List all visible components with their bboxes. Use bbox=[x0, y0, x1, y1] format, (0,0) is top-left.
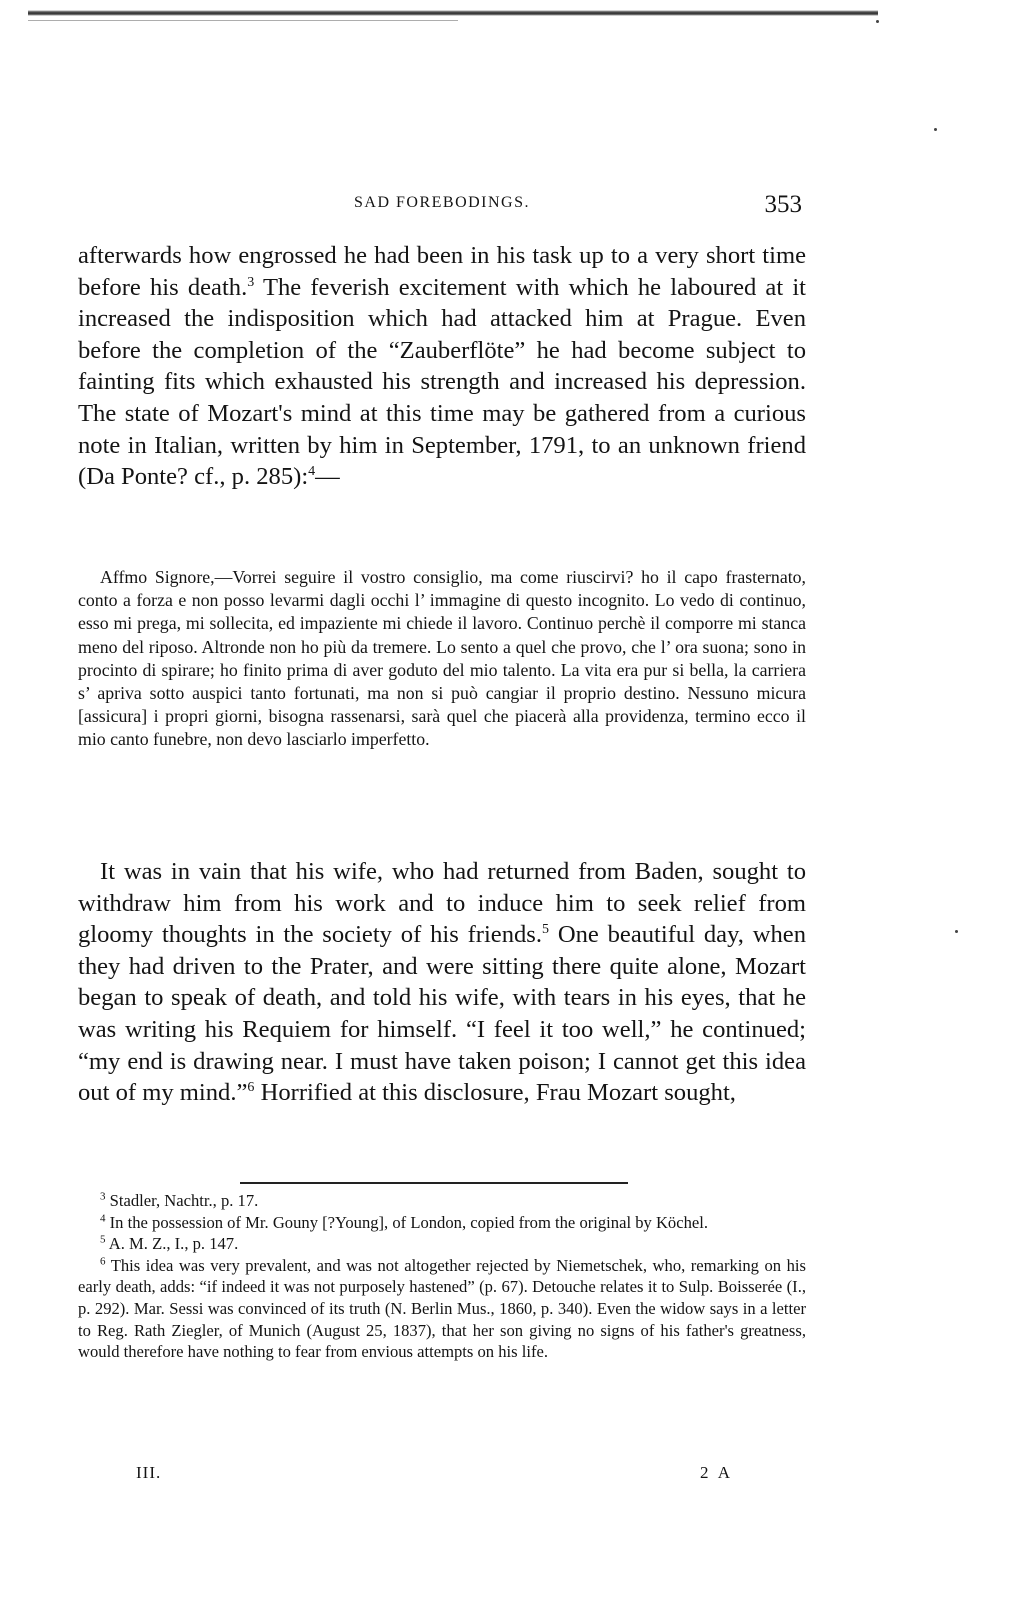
footnote-text: This idea was very prevalent, and was not altogether rejected by Niemetschek, who, remarking on his early death, adds: “if indeed it was not purposely hastened” (p. 67). Detouche relates it to Sulp. Boisserée (I., p. 292). Mar. Sessi was convinced of its truth (N. Berlin Mus., 1860, p. 340). Even the widow says in a letter to Reg. Rath Ziegler, of Munich (August 25, 1837), that her son giving no signs of his father's greatness, would therefore have nothing to fear from envious attempts on his life. bbox=[78, 1255, 806, 1362]
scan-speck bbox=[934, 128, 937, 131]
top-edge-scan-line bbox=[28, 10, 878, 16]
footnote-mark: 5 bbox=[100, 1233, 106, 1246]
page-number: 353 bbox=[764, 191, 802, 218]
text-run: One beautiful day, when they had driven to the Prater, and were sitting there quite alone, Mozart began to speak of death, and told his wife, with tears in his eyes, that he was writing his Requiem for himself. “I feel it too well,” he continued; “my end is drawing near. I must have taken poison; I cannot get this idea out of my mind.” bbox=[78, 921, 806, 1107]
footnote bbox=[78, 1212, 806, 1234]
text-run: The feverish excitement with which he laboured at it increased the indisposition which had attacked him at Prague. Even before the completion of the “Zauberflöte” he had become subject to fainting fits which exhausted his strength and increased his depression. The state of Mozart's mind at this time may be gathered from a curious note in Italian, written by him in September, 1791, to an unknown friend (Da Ponte? cf., p. 285): bbox=[78, 273, 807, 491]
text-run: Horrified at this disclosure, Frau Mozart sought, bbox=[254, 1079, 736, 1107]
footnote-mark: 3 bbox=[100, 1190, 106, 1203]
text-run: afterwards how engrossed he had been in his task up to a very short time before his death. bbox=[78, 242, 806, 301]
footnote-text: A. M. Z., I., p. 147. bbox=[105, 1234, 239, 1254]
paragraph bbox=[78, 856, 806, 1109]
sheet-signature: 2 A bbox=[700, 1463, 734, 1482]
scan-speck bbox=[876, 20, 879, 23]
footnote bbox=[78, 1190, 806, 1212]
footnote-ref: 3 bbox=[247, 274, 255, 290]
top-edge-scan-line-thin bbox=[28, 20, 458, 21]
footnote-ref: 5 bbox=[542, 922, 550, 937]
text-run: It was in vain that his wife, who had returned from Baden, sought to withdraw him from his work and to induce him to seek relief from gloomy thoughts in the society of his friends. bbox=[78, 858, 806, 949]
running-title: SAD FOREBODINGS. bbox=[353, 194, 531, 211]
footnote bbox=[78, 1255, 806, 1363]
footnotes bbox=[78, 1190, 806, 1363]
body-paragraph-1 bbox=[78, 240, 806, 493]
page-header bbox=[78, 192, 806, 222]
footnote-text: In the possession of Mr. Gouny [?Young], of London, copied from the original by Köchel. bbox=[105, 1212, 709, 1232]
footnote-text: Stadler, Nachtr., p. 17. bbox=[105, 1191, 259, 1210]
body-paragraph-2 bbox=[78, 856, 806, 1109]
text-run: — bbox=[315, 463, 340, 491]
footnote-mark: 4 bbox=[100, 1212, 106, 1225]
volume-mark: III. bbox=[136, 1463, 162, 1482]
quote-text: Affmo Signore,—Vorrei seguire il vostro consiglio, ma come riuscirvi? ho il capo frasternato, conto a forza e non posso levarmi dagli occhi l’ immagine di questo incognito. Lo vedo di continuo, esso mi prega, mi sollecita, ed impaziente mi chiede il lavoro. Continuo perchè il comporre mi stanca meno del riposo. Altronde non ho più da tremere. Lo sento a quel che provo, che l’ ora suona; sono in procinto di spirare; ho finito prima di aver goduto del mio talento. La vita era pur si bella, la carriera s’ apriva sotto auspici tanto fortunati, ma non si può cangiar il proprio destino. Nessuno micura [assicura] i propri giorni, bisogna rassenarsi, sarà quel che piacerà alla providenza, termino ecco il mio canto funebre, non devo lasciarlo imperfetto. bbox=[78, 567, 806, 750]
italian-letter-quote bbox=[78, 566, 806, 752]
footnote bbox=[78, 1233, 806, 1255]
footnote-divider bbox=[240, 1182, 628, 1184]
footnote-mark: 6 bbox=[100, 1255, 106, 1268]
footnote-ref: 4 bbox=[308, 463, 316, 479]
footnote-ref: 6 bbox=[247, 1079, 255, 1095]
paragraph bbox=[78, 240, 806, 493]
scan-speck bbox=[955, 930, 958, 933]
